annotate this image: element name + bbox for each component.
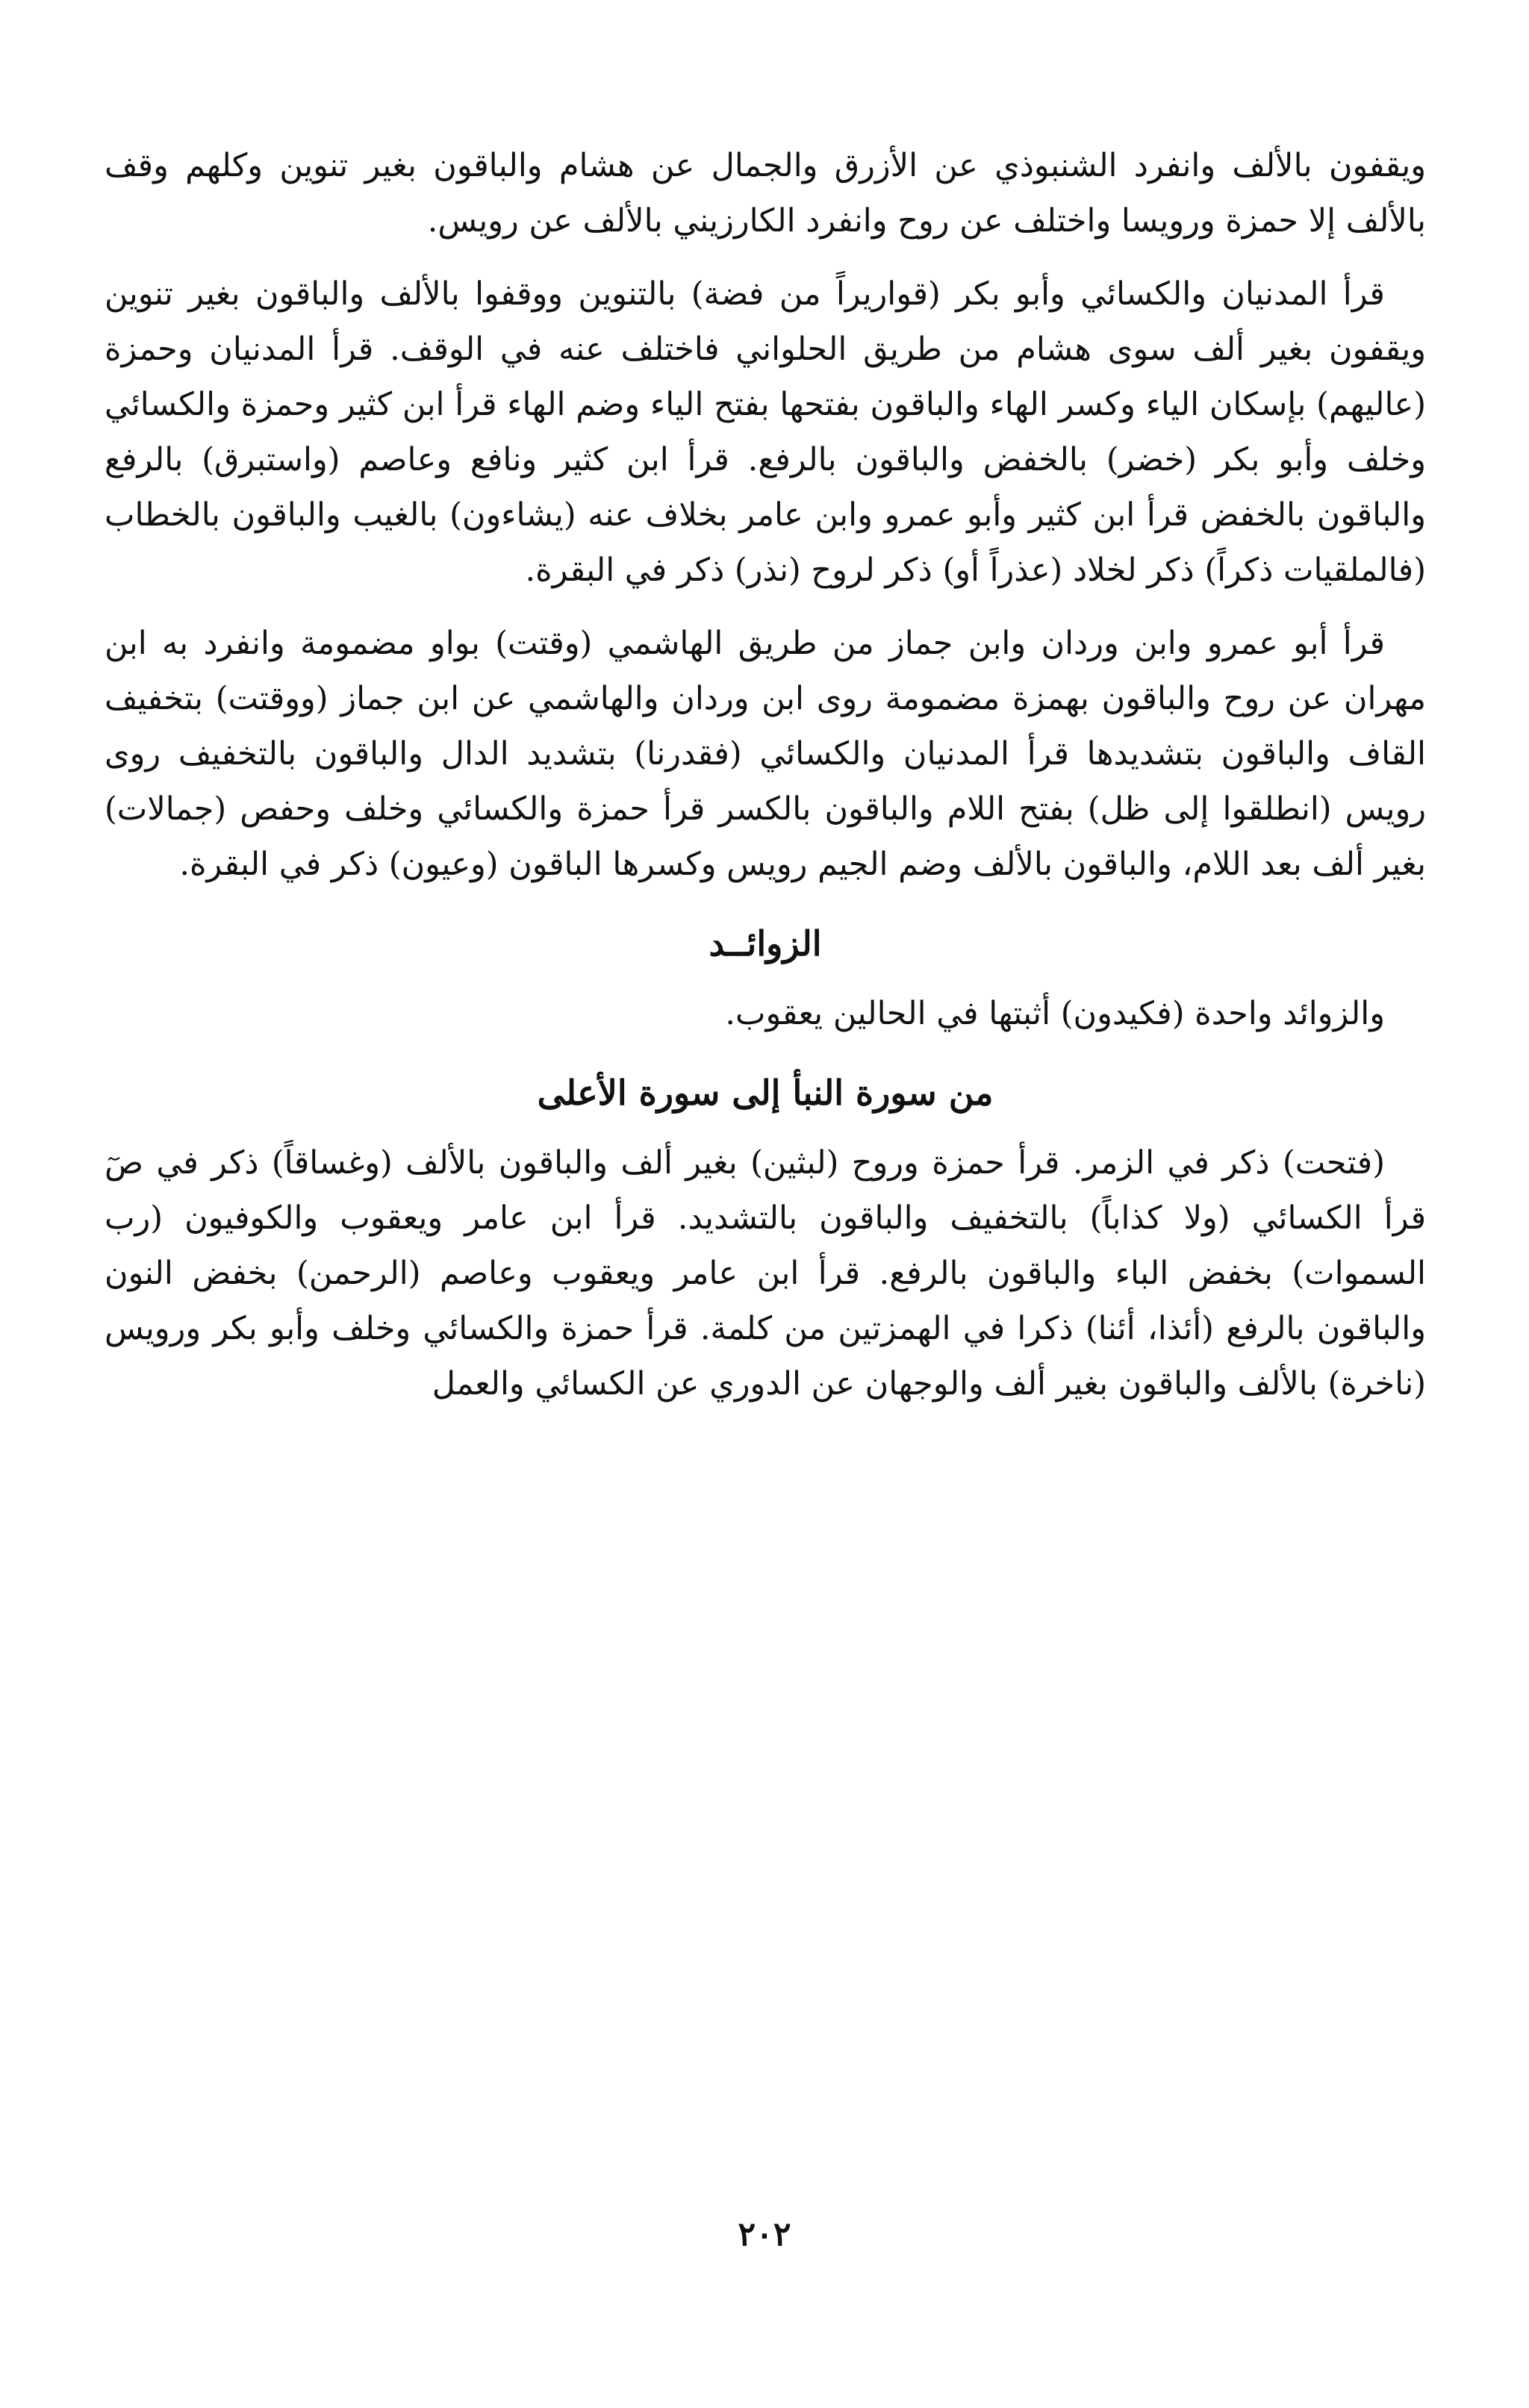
paragraph-1: ويقفون بالألف وانفرد الشنبوذي عن الأزرق والجمال عن هشام والباقون بغير تنوين وكلهم وقف بالألف إلا حمزة ورويسا واختلف عن روح وانفرد الكارزيني بالألف عن رويس.: [105, 147, 1426, 240]
section-paragraph: (فتحت) ذكر في الزمر. قرأ حمزة وروح (لبثين) بغير ألف والباقون بالألف (وغساقاً) ذكر في صٓ قرأ الكسائي (ولا كذاباً) بالتخفيف والباقون بالتشديد. قرأ ابن عامر ويعقوب والكوفيون (رب السموات) بخفض الباء والباقون بالرفع. قرأ ابن عامر ويعقوب وعاصم (الرحمن) بخفض النون والباقون بالرفع (أئذا، أئنا) ذكرا في الهمزتين من كلمة. قرأ حمزة والكسائي وخلف وأبو بكر ورويس (ناخرة) بالألف والباقون بغير ألف والوجهان عن الدوري عن الكسائي والعمل: [105, 1144, 1426, 1403]
paragraph-3: قرأ أبو عمرو وابن وردان وابن جماز من طريق الهاشمي (وقتت) بواو مضمومة وانفرد به ابن مهران عن روح والباقون بهمزة مضمومة روى ابن وردان والهاشمي عن ابن جماز (ووقتت) بتخفيف القاف والباقون بتشديدها قرأ المدنيان والكسائي (فقدرنا) بتشديد الدال والباقون بالتخفيف روى رويس (انطلقوا إلى ظل) بفتح اللام والباقون بالكسر قرأ حمزة والكسائي وخلف وحفص (جمالات) بغير ألف بعد اللام، والباقون بالألف وضم الجيم رويس وكسرها الباقون (وعيون) ذكر في البقرة.: [105, 625, 1426, 883]
heading-zawaid: الزوائــد: [709, 923, 822, 964]
zawaid-paragraph: والزوائد واحدة (فكيدون) أثبتها في الحالين يعقوب.: [725, 995, 1385, 1032]
page-number: ٢٠٢: [738, 2215, 791, 2253]
paragraph-2: قرأ المدنيان والكسائي وأبو بكر (قواريراً من فضة) بالتنوين ووقفوا بالألف والباقون بغير تنوين ويقفون بغير ألف سوى هشام من طريق الحلواني فاختلف عنه في الوقف. قرأ المدنيان وحمزة (عاليهم) بإسكان الياء وكسر الهاء والباقون بفتحها بفتح الياء وضم الهاء قرأ ابن كثير وحمزة والكسائي وخلف وأبو بكر (خضر) بالخفض والباقون بالرفع. قرأ ابن كثير ونافع وعاصم (واستبرق) بالرفع والباقون بالخفض قرأ ابن كثير وأبو عمرو وابن عامر بخلاف عنه (يشاءون) بالغيب والباقون بالخطاب (فالملقيات ذكراً) ذكر لخلاد (عذراً أو) ذكر لروح (نذر) ذكر في البقرة.: [105, 275, 1426, 589]
page-body: [105, 138, 1426, 1429]
section-heading: من سورة النبأ إلى سورة الأعلى: [537, 1073, 994, 1113]
